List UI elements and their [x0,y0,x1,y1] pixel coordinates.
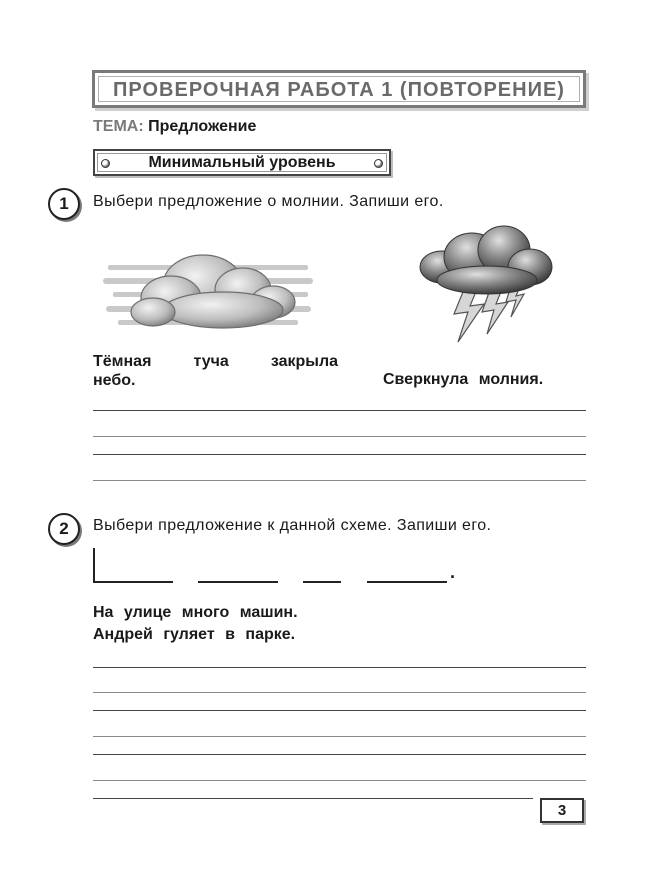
writing-line[interactable] [93,436,586,437]
writing-line[interactable] [93,710,586,711]
task-1-option-right: Сверкнула молния. [383,371,544,388]
task-1-instruction: Выбери предложение о молнии. Запиши его. [93,193,444,210]
page-number: 3 [540,798,584,823]
writing-line[interactable] [93,736,586,737]
writing-line[interactable] [93,454,586,455]
task-2-option-1: На улице много машин. [93,604,298,621]
level-box [93,149,391,176]
cloud-icon [103,240,318,340]
scheme-word [93,581,173,583]
worksheet-title-box [92,70,586,108]
task-2-instruction: Выбери предложение к данной схеме. Запиши его. [93,517,492,534]
writing-line[interactable] [93,667,586,668]
topic-label: ТЕМА: [93,118,144,135]
option-left-line-2: небо. [93,372,136,389]
scheme-word [198,581,278,583]
writing-line[interactable] [93,692,586,693]
scheme-period: . [450,562,456,582]
task-1-option-left [93,352,338,390]
level-label: Минимальный уровень [148,154,336,171]
task-2-number: 2 [48,513,80,545]
writing-line[interactable] [93,480,586,481]
writing-line[interactable] [93,410,586,411]
worksheet-title: ПРОВЕРОЧНАЯ РАБОТА 1 (ПОВТОРЕНИЕ) [113,79,565,101]
topic-line [93,118,256,136]
sentence-scheme [93,548,456,588]
task-1-number: 1 [48,188,80,220]
bullet-icon [374,159,383,168]
topic-value: Предложение [148,118,257,135]
scheme-word [367,581,447,583]
writing-line[interactable] [93,780,586,781]
scheme-start-bar [93,548,95,582]
writing-line[interactable] [93,754,586,755]
option-left-line-1: Тёмная туча закрыла [93,353,338,370]
writing-line[interactable] [93,798,533,799]
task-2-option-2: Андрей гуляет в парке. [93,626,296,643]
scheme-word [303,581,341,583]
thunderstorm-icon [412,222,557,357]
